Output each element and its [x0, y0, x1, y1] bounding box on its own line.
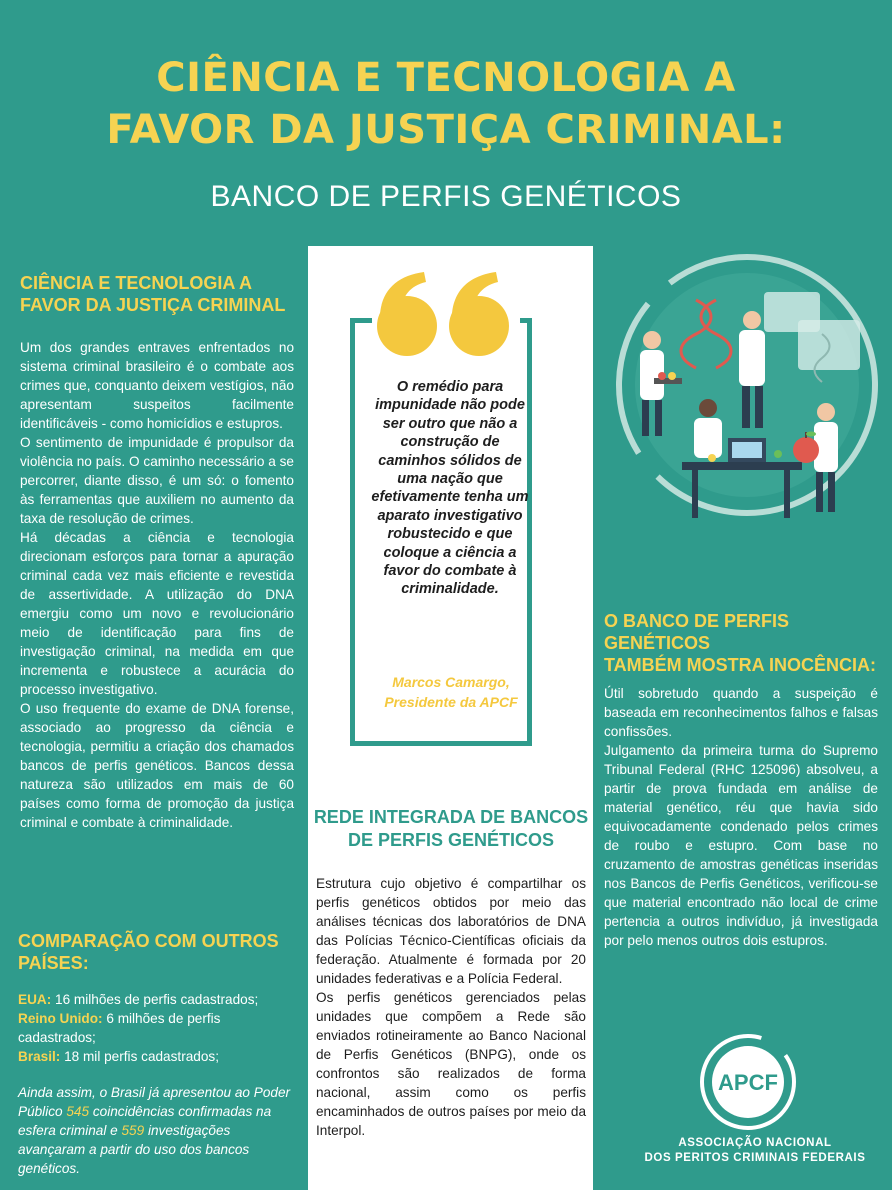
quote-author-name: Marcos Camargo, [392, 674, 510, 690]
comparison-item-brasil [18, 1047, 294, 1066]
note-text: coincidências confirmadas na esfera criminal e [18, 1104, 272, 1138]
comparison-heading-line2: PAÍSES: [18, 953, 89, 973]
right-heading [604, 610, 890, 676]
main-title-line1: CIÊNCIA E TECNOLOGIA A [156, 55, 736, 101]
main-title [0, 52, 892, 156]
left-paragraph: O sentimento de impunidade é propulsor da violência no país. O caminho necessário a se percorrer, diante disso, é um só: o fomento às ferramentas que auxiliem no aumento da taxa de resolução de crimes. [20, 435, 294, 526]
apcf-logo [696, 1030, 800, 1134]
logo-name-line2: DOS PERITOS CRIMINAIS FEDERAIS [644, 1152, 866, 1164]
left-heading-line1: CIÊNCIA E TECNOLOGIA A [20, 273, 253, 293]
comparison-item-reino-unido [18, 1009, 294, 1047]
note-text: Ainda assim, o Brasil já apresentou ao Poder Público [18, 1085, 291, 1119]
left-paragraph: Um dos grandes entraves enfrentados no sistema criminal brasileiro é o combate aos crimes que, conquanto deixem vestígios, não apresentam suspeitos facilmente identificáveis - como homicídios e estupros. [20, 340, 294, 431]
right-body [604, 684, 878, 950]
comparison-item-eua [18, 990, 294, 1009]
country-value: 16 milhões de perfis cadastrados; [51, 992, 259, 1007]
quote-author [360, 672, 542, 712]
subtitle: BANCO DE PERFIS GENÉTICOS [210, 180, 682, 213]
logo-name-line1: ASSOCIAÇÃO NACIONAL [678, 1137, 832, 1149]
right-heading-line1: O BANCO DE PERFIS GENÉTICOS [604, 611, 790, 653]
rede-heading-line1: REDE INTEGRADA DE BANCOS [313, 807, 589, 827]
country-label: EUA: [18, 992, 52, 1007]
right-heading-line2: TAMBÉM MOSTRA INOCÊNCIA: [604, 655, 876, 675]
note-number: 559 [121, 1123, 145, 1138]
quote-text: O remédio para impunidade não pode ser outro que não a construção de caminhos sólidos de uma nação que efetivamente tenha um aparato investigativo robustecido e que coloque a ciência a favor do combate à criminalidade. [371, 379, 529, 598]
country-label: Brasil: [18, 1049, 61, 1064]
right-paragraph: Útil sobretudo quando a suspeição é baseada em reconhecimentos falhos e falsas confissões. [604, 686, 878, 739]
country-value: 6 milhões de perfis cadastrados; [18, 1011, 221, 1045]
right-paragraph: Julgamento da primeira turma do Supremo Tribunal Federal (RHC 125096) absolveu, a partir de prova fundada em análise de material genético, réu que havia sido equivocadamente condenado pelos crimes de roubo e estupro. Com base no cruzamento de amostras genéticas inseridas nos Bancos de Perfis Genéticos, verificou-se que material encontrado não local de crime pertencia a outros indivíduo, já investigada por pelo menos outros dois estupros. [604, 743, 878, 948]
comparison-list [18, 990, 294, 1178]
rede-body [316, 874, 586, 1140]
comparison-heading-line1: COMPARAÇÃO COM OUTROS [18, 931, 279, 951]
comparison-heading [18, 930, 298, 974]
left-paragraph: Há décadas a ciência e tecnologia direcionam esforços para tornar a apuração criminal cada vez mais eficiente e revestida de assertividade. A utilização do DNA emergiu como um novo e revolucionário meio de identificação para fins de investigação criminal, na medida em que incrementa e robustece a acurácia do processo investigativo. [20, 530, 294, 697]
logo-acronym: APCF [718, 1070, 778, 1095]
left-paragraph: O uso frequente do exame de DNA forense, associado ao progresso da ciência e tecnologia, permitiu a criação dos chamados bancos de perfis genéticos. Bancos dessa natureza são utilizados em mais de 60 países como forma de promoção da justiça criminal e combate à criminalidade. [20, 701, 294, 830]
country-label: Reino Unido: [18, 1011, 103, 1026]
main-title-line2: FAVOR DA JUSTIÇA CRIMINAL: [106, 107, 786, 153]
note-text: investigações avançaram a partir do uso dos bancos genéticos. [18, 1123, 250, 1176]
logo-name [640, 1136, 870, 1166]
comparison-note [18, 1083, 294, 1178]
rede-paragraph: Os perfis genéticos gerenciados pelas unidades que compõem a Rede são enviados rotineiramente ao Banco Nacional de Perfis Genéticos (BNPG), onde os confrontos são realizados de forma nacional, assim como os perfis encaminhados de outros países por meio da Interpol. [316, 990, 586, 1138]
note-number: 545 [66, 1104, 90, 1119]
left-body [20, 338, 294, 832]
rede-heading [312, 806, 590, 852]
left-heading [20, 272, 300, 316]
quote-author-role: Presidente da APCF [384, 694, 518, 710]
lab-scientists-illustration [612, 250, 882, 520]
left-heading-line2: FAVOR DA JUSTIÇA CRIMINAL [20, 295, 286, 315]
rede-paragraph: Estrutura cujo objetivo é compartilhar os perfis genéticos obtidos por meio das análises técnicas dos laboratórios de DNA das Polícias Técnico-Científicas oficiais da federação. Atualmente é formada por 20 unidades federativas e a Polícia Federal. [316, 876, 586, 986]
country-value: 18 mil perfis cadastrados; [60, 1049, 219, 1064]
quote-mark-icon [372, 266, 520, 362]
rede-heading-line2: DE PERFIS GENÉTICOS [347, 830, 555, 850]
